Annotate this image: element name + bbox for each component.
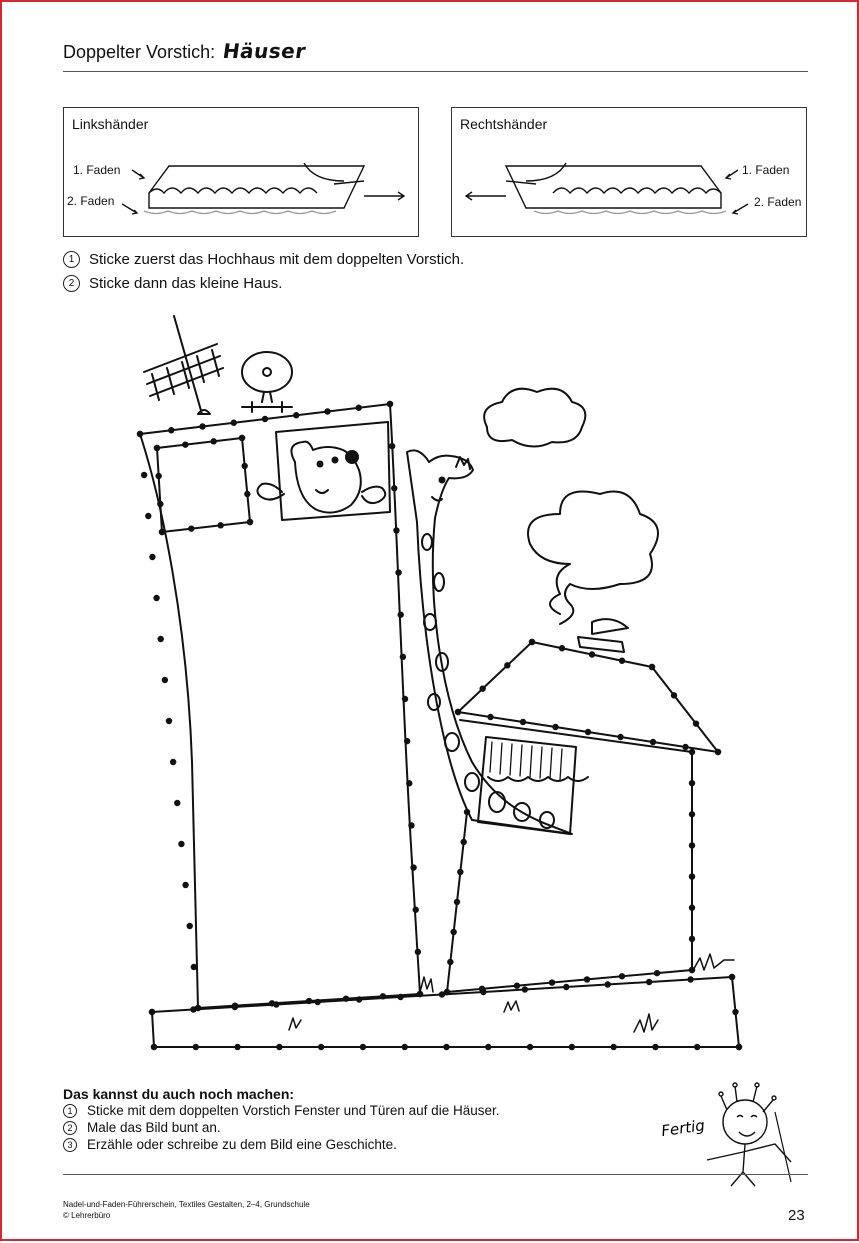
extra-task-2	[63, 1120, 221, 1135]
stitch-dot	[520, 719, 526, 725]
skyscraper-window-left	[157, 438, 250, 532]
extra-task-2-text: Male das Bild bunt an.	[87, 1120, 221, 1135]
stitch-dot	[231, 420, 237, 426]
stitch-dot	[689, 905, 695, 911]
houses-illustration	[2, 2, 859, 1243]
small-house-roof	[458, 642, 718, 752]
left-thread2-label: 2. Faden	[67, 194, 115, 208]
stitch-dot	[415, 949, 421, 955]
stitch-dot	[158, 636, 164, 642]
stitch-dot	[276, 1044, 282, 1050]
stitch-dot	[514, 983, 520, 989]
stitch-dot	[149, 554, 155, 560]
stitch-dot	[389, 443, 395, 449]
stitch-dot	[149, 1009, 155, 1015]
stitch-dot	[417, 991, 423, 997]
footer-line-2: © Lehrerbüro	[63, 1211, 111, 1220]
stitch-dot	[174, 800, 180, 806]
stitch-dot	[178, 841, 184, 847]
stitch-dot	[549, 979, 555, 985]
stitch-dot	[650, 739, 656, 745]
stitch-dot	[153, 595, 159, 601]
stitch-dot	[689, 936, 695, 942]
stitch-dot	[589, 651, 595, 657]
right-thread1-label: 1. Faden	[742, 163, 790, 177]
stitch-dot	[155, 473, 161, 479]
stitch-dot	[605, 981, 611, 987]
stitch-dot	[241, 463, 247, 469]
stitch-dot	[400, 654, 406, 660]
stitch-dot	[187, 923, 193, 929]
stitch-dot	[145, 513, 151, 519]
extra-task-3-number: 3	[63, 1138, 77, 1152]
stitch-dot	[464, 809, 470, 815]
stitch-dot	[395, 569, 401, 575]
stitch-dot	[410, 864, 416, 870]
stitch-dot	[689, 749, 695, 755]
stitch-dot	[137, 431, 143, 437]
footer-line-1: Nadel-und-Faden-Führerschein, Textiles Gestalten, 2–4, Grundschule	[63, 1200, 310, 1209]
extra-task-1-number: 1	[63, 1104, 77, 1118]
stitch-dot	[729, 974, 735, 980]
instruction-2-text: Sticke dann das kleine Haus.	[89, 275, 283, 292]
stitch-dot	[157, 501, 163, 507]
stitch-dot	[239, 435, 245, 441]
stitch-dot	[306, 998, 312, 1004]
stitch-dot	[646, 979, 652, 985]
stitch-dot	[527, 1044, 533, 1050]
stitch-dot	[154, 445, 160, 451]
stitch-dot	[343, 995, 349, 1001]
satellite-dish	[242, 352, 292, 412]
stitch-dot	[689, 967, 695, 973]
stitch-dot	[563, 984, 569, 990]
stitch-dot	[404, 738, 410, 744]
stitch-dot	[244, 491, 250, 497]
stitch-dot	[234, 1044, 240, 1050]
stitch-dot	[689, 780, 695, 786]
stitch-dot	[487, 714, 493, 720]
extra-task-1-text: Sticke mit dem doppelten Vorstich Fenster und Türen auf die Häuser.	[87, 1103, 500, 1118]
stitch-dot	[151, 1044, 157, 1050]
stitch-dot	[360, 1044, 366, 1050]
stitch-dot	[682, 744, 688, 750]
stitch-dot	[529, 639, 535, 645]
stitch-dot	[402, 696, 408, 702]
stitch-dot	[687, 976, 693, 982]
stitch-dot	[402, 1044, 408, 1050]
stitch-dot	[191, 964, 197, 970]
stitch-dot	[356, 405, 362, 411]
stitch-dot	[439, 991, 445, 997]
left-thread1-label: 1. Faden	[73, 163, 121, 177]
stitch-dot	[585, 729, 591, 735]
stitch-dot	[397, 994, 403, 1000]
fertig-label: Fertig	[660, 1116, 706, 1141]
stitch-dot	[391, 485, 397, 491]
stitch-dot	[652, 1044, 658, 1050]
stitch-dot	[182, 882, 188, 888]
stitch-dot	[293, 412, 299, 418]
stitch-dot	[273, 1001, 279, 1007]
footer-rule	[63, 1174, 808, 1175]
instruction-2-number: 2	[63, 275, 80, 292]
right-thread2-label: 2. Faden	[754, 195, 802, 209]
stitch-dot	[584, 976, 590, 982]
stitch-dot	[694, 1044, 700, 1050]
stitch-dot	[736, 1044, 742, 1050]
stitch-dot	[460, 839, 466, 845]
stitch-dot	[315, 999, 321, 1005]
stitch-dot	[413, 907, 419, 913]
stitch-dot	[689, 873, 695, 879]
stitch-dot	[552, 724, 558, 730]
stitch-dot	[170, 759, 176, 765]
fertig-mascot	[657, 1082, 807, 1192]
stitch-dot	[689, 842, 695, 848]
title-prefix: Doppelter Vorstich:	[63, 42, 216, 62]
stitch-dot	[454, 899, 460, 905]
stitch-dot	[693, 720, 699, 726]
stitch-dot	[671, 692, 677, 698]
stitch-dot	[406, 780, 412, 786]
instruction-1-text: Sticke zuerst das Hochhaus mit dem doppelten Vorstich.	[89, 251, 465, 268]
stitch-dot	[447, 959, 453, 965]
right-hander-label: Rechtshänder	[460, 116, 548, 132]
stitch-dot	[190, 1006, 196, 1012]
left-hander-label: Linkshänder	[72, 116, 149, 132]
stitch-dot	[619, 658, 625, 664]
smoke-cloud	[528, 492, 658, 625]
stitch-dot	[210, 438, 216, 444]
stitch-dot	[408, 822, 414, 828]
ground-base	[152, 977, 739, 1047]
stitch-dot	[450, 929, 456, 935]
stitch-dot	[522, 986, 528, 992]
stitch-dot	[193, 1044, 199, 1050]
stitch-dot	[485, 1044, 491, 1050]
stitch-dot	[480, 989, 486, 995]
stitch-dot	[217, 522, 223, 528]
stitch-dot	[166, 718, 172, 724]
stitch-dot	[168, 427, 174, 433]
stitch-dot	[393, 527, 399, 533]
stitch-dot	[649, 664, 655, 670]
stitch-dot	[569, 1044, 575, 1050]
stitch-dot	[559, 645, 565, 651]
stitch-dot	[715, 749, 721, 755]
antenna	[144, 316, 223, 414]
extra-task-3-text: Erzähle oder schreibe zu dem Bild eine Geschichte.	[87, 1137, 397, 1152]
grass-tufts	[289, 954, 734, 1032]
extra-task-1	[63, 1103, 499, 1118]
stitch-dot	[188, 525, 194, 531]
instruction-1-number: 1	[63, 251, 80, 268]
extra-task-2-number: 2	[63, 1121, 77, 1135]
cloud	[484, 389, 585, 447]
stitch-dot	[247, 519, 253, 525]
stitch-dot	[318, 1044, 324, 1050]
stitch-dot	[457, 869, 463, 875]
stitch-dot	[182, 441, 188, 447]
stitch-dot	[199, 423, 205, 429]
stitch-dot	[387, 401, 393, 407]
page-number: 23	[788, 1207, 805, 1224]
stitch-dot	[324, 408, 330, 414]
stitch-dot	[398, 612, 404, 618]
stitch-dot	[232, 1004, 238, 1010]
stitch-dot	[443, 1044, 449, 1050]
footer	[63, 1199, 310, 1221]
stitch-dot	[380, 993, 386, 999]
stitch-dot	[689, 811, 695, 817]
stitch-dot	[732, 1009, 738, 1015]
extra-tasks-title: Das kannst du auch noch machen:	[63, 1086, 295, 1102]
stitch-dot	[455, 709, 461, 715]
stitch-dot	[262, 416, 268, 422]
chimney	[578, 619, 628, 652]
skyscraper-window-right	[276, 422, 390, 520]
extra-task-3	[63, 1137, 397, 1152]
stitch-dot	[479, 685, 485, 691]
stitch-dot	[610, 1044, 616, 1050]
stitch-dot	[504, 662, 510, 668]
title-main: Häuser	[221, 39, 308, 63]
stitch-dot	[162, 677, 168, 683]
stitch-dot	[356, 996, 362, 1002]
stitch-dot	[159, 529, 165, 535]
stitch-dot	[654, 970, 660, 976]
stitch-dot	[141, 472, 147, 478]
stitch-dot	[617, 734, 623, 740]
stitch-dot	[619, 973, 625, 979]
